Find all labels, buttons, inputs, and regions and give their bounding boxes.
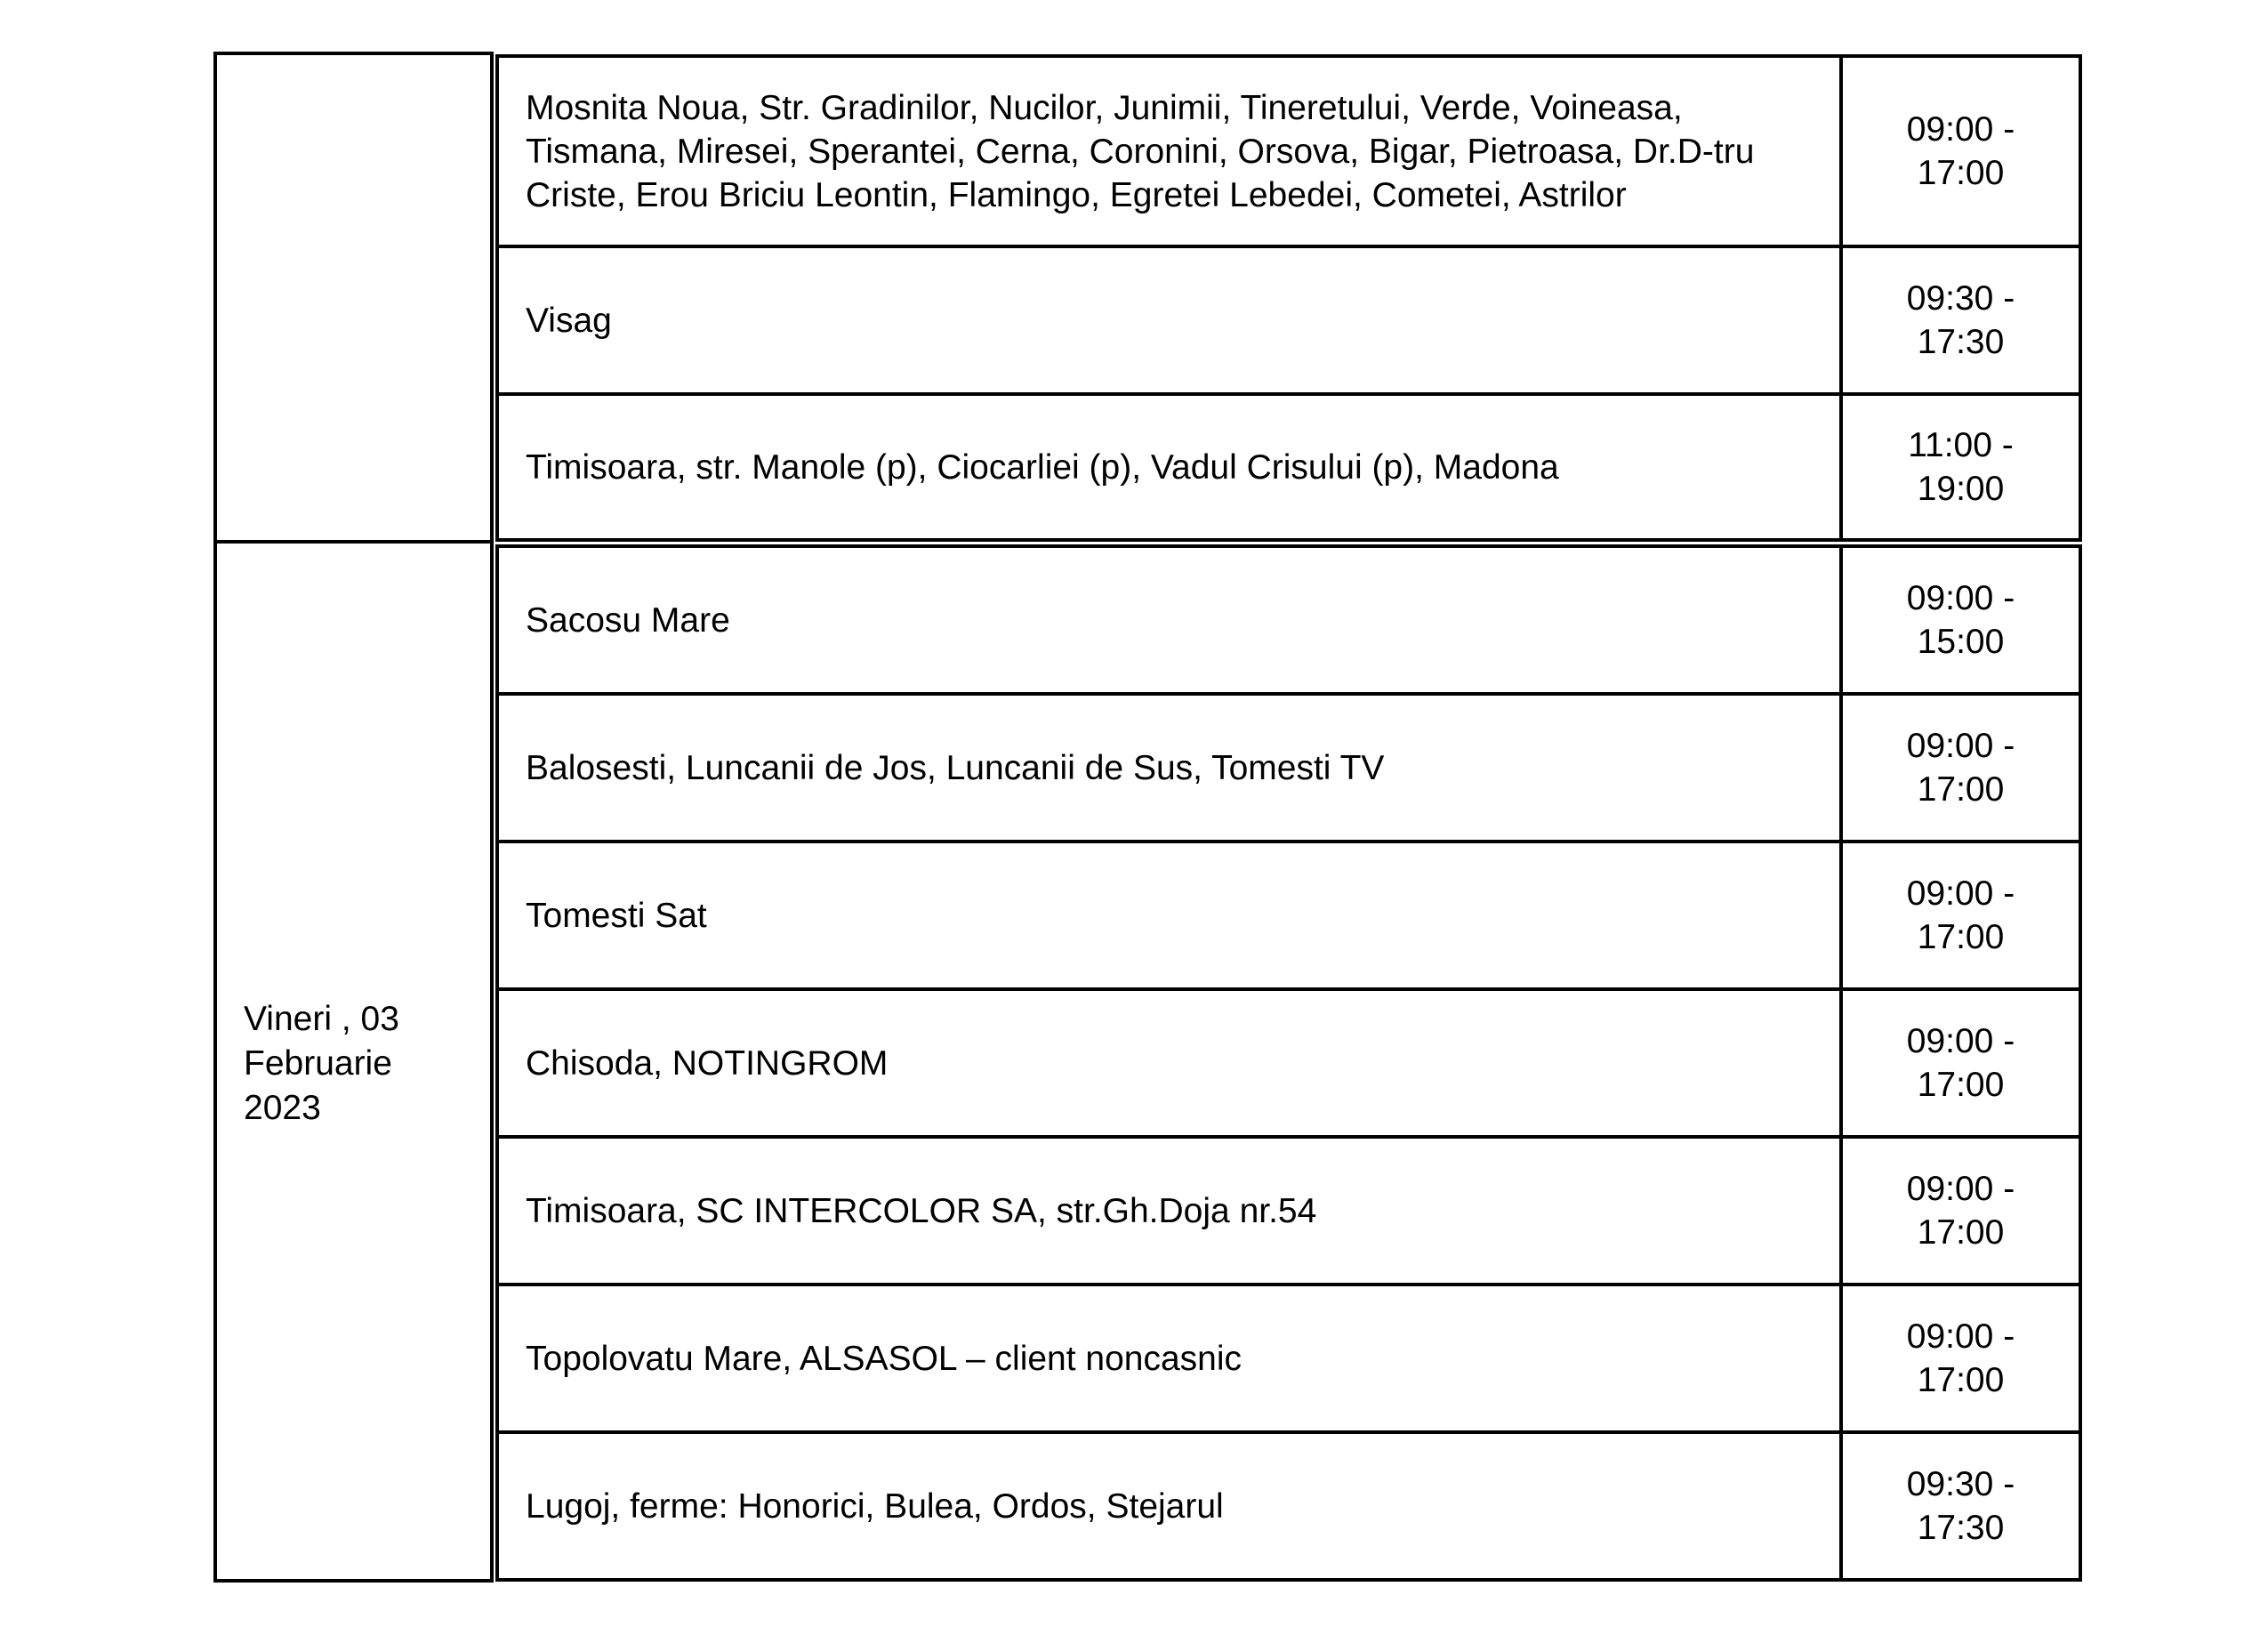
time-text: 09:30 - 17:30: [1906, 279, 2015, 361]
location-text: Mosnita Noua, Str. Gradinilor, Nucilor, Junimii, Tineretului, Verde, Voineasa, Tismana, Miresei, Sperantei, Cerna, Coronini, Orsova, Bigar, Pietroasa, Dr.D-tru Criste, Erou Briciu Leontin, Flamingo, Egretei Lebedei, Cometei, Astrilor: [526, 88, 1755, 214]
time-cell: [1839, 1430, 2082, 1582]
table-row: [495, 840, 2082, 991]
time-text: 09:00 - 15:00: [1906, 579, 2015, 661]
time-cell: [1839, 840, 2082, 991]
location-text: Chisoda, NOTINGROM: [526, 1043, 889, 1083]
time-cell: [1839, 392, 2082, 542]
time-cell: [1839, 544, 2082, 696]
location-text: Topolovatu Mare, ALSASOL – client noncasnic: [526, 1339, 1243, 1378]
location-cell: [495, 1135, 1843, 1286]
table-row: [495, 245, 2082, 396]
location-text: Tomesti Sat: [526, 896, 707, 935]
date-cell-group-1: [213, 52, 494, 544]
time-text: 09:00 - 17:00: [1906, 1317, 2015, 1399]
time-text: 09:00 - 17:00: [1906, 874, 2015, 956]
date-text-group-2: Vineri , 03 Februarie 2023: [244, 1000, 399, 1127]
time-text: 09:30 - 17:30: [1906, 1465, 2015, 1547]
location-text: Visag: [526, 301, 612, 340]
table-row: [495, 54, 2082, 248]
time-text: 09:00 - 17:00: [1906, 110, 2015, 192]
location-cell: [495, 840, 1843, 991]
table-row: [495, 544, 2082, 696]
date-cell-group-2: [213, 540, 494, 1583]
time-cell: [1839, 54, 2082, 248]
time-cell: [1839, 1283, 2082, 1434]
location-text: Timisoara, str. Manole (p), Ciocarliei (p), Vadul Crisului (p), Madona: [526, 447, 1559, 487]
location-cell: [495, 54, 1843, 248]
location-cell: [495, 692, 1843, 843]
table-row: [495, 392, 2082, 542]
location-cell: [495, 1283, 1843, 1434]
time-text: 09:00 - 17:00: [1906, 1170, 2015, 1252]
location-text: Sacosu Mare: [526, 600, 730, 640]
table-row: [495, 987, 2082, 1139]
time-text: 11:00 - 19:00: [1908, 426, 2014, 508]
location-cell: [495, 987, 1843, 1139]
location-cell: [495, 1430, 1843, 1582]
location-text: Lugoj, ferme: Honorici, Bulea, Ordos, Stejarul: [526, 1486, 1224, 1526]
table-row: [495, 1135, 2082, 1286]
time-cell: [1839, 987, 2082, 1139]
location-cell: [495, 544, 1843, 696]
location-text: Timisoara, SC INTERCOLOR SA, str.Gh.Doja nr.54: [526, 1191, 1317, 1230]
table-row: [495, 1430, 2082, 1582]
time-cell: [1839, 245, 2082, 396]
time-cell: [1839, 692, 2082, 843]
table-row: [495, 1283, 2082, 1434]
time-text: 09:00 - 17:00: [1906, 727, 2015, 809]
location-cell: [495, 392, 1843, 542]
table-row: [495, 692, 2082, 843]
time-text: 09:00 - 17:00: [1906, 1022, 2015, 1104]
location-text: Balosesti, Luncanii de Jos, Luncanii de Sus, Tomesti TV: [526, 748, 1385, 787]
time-cell: [1839, 1135, 2082, 1286]
location-cell: [495, 245, 1843, 396]
